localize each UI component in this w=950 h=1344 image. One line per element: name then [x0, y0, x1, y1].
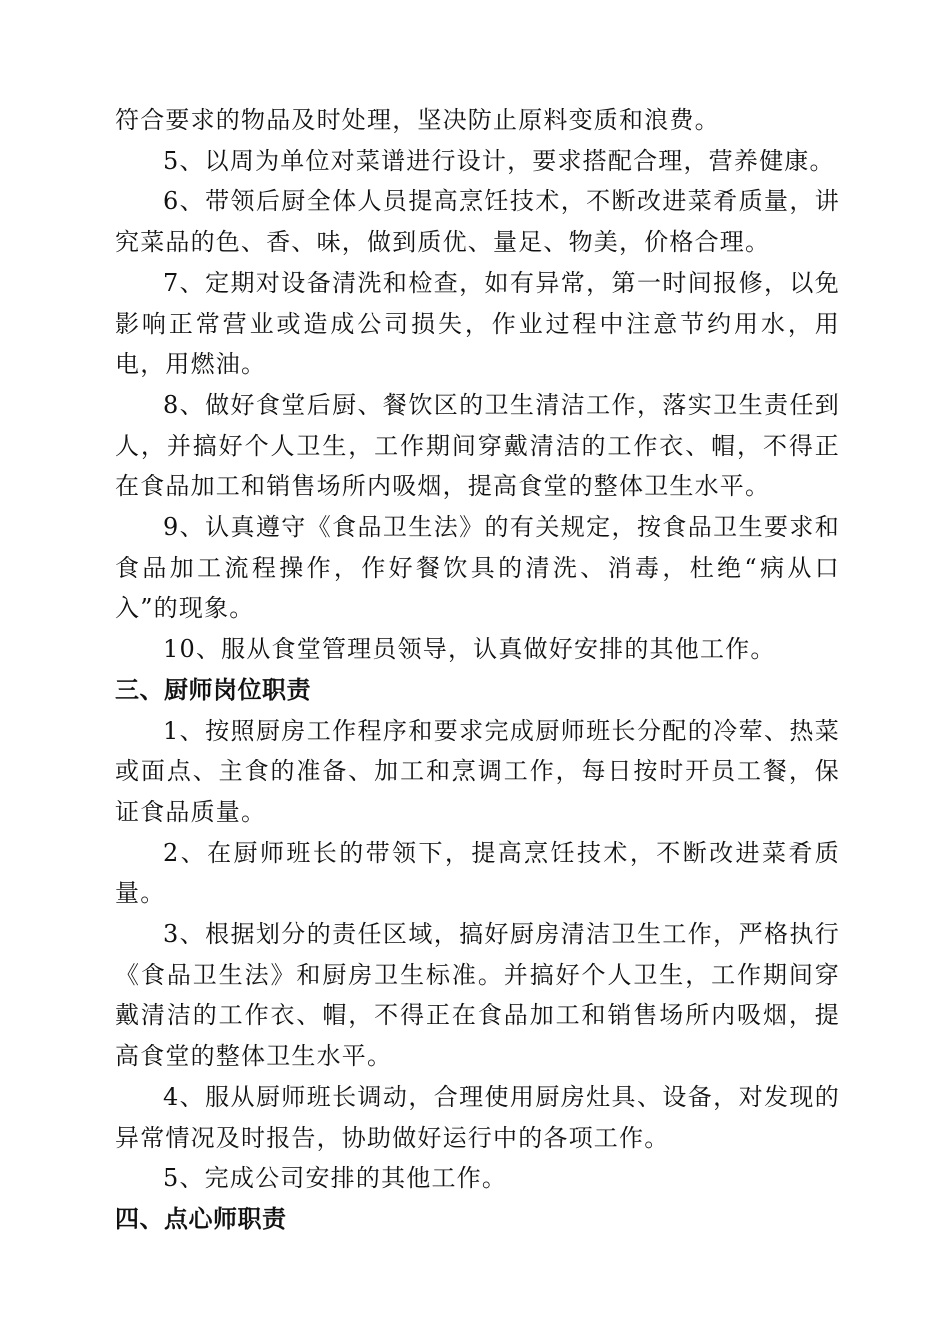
- paragraph-item-8-hygiene: 8、做好食堂后厨、餐饮区的卫生清洁工作，落实卫生责任到人，并搞好个人卫生，工作期间穿戴清洁的工作衣、帽，不得正在食品加工和销售场所内吸烟，提高食堂的整体卫生水平。: [115, 390, 840, 501]
- paragraph-chef-item-5: 5、完成公司安排的其他工作。: [163, 1164, 508, 1193]
- paragraph-item-5-menu-design: 5、以周为单位对菜谱进行设计，要求搭配合理，营养健康。: [163, 146, 835, 175]
- paragraph-item-7-equipment: 7、定期对设备清洗和检查，如有异常，第一时间报修，以免影响正常营业或造成公司损失，作业过程中注意节约用水，用电，用燃油。: [115, 268, 840, 379]
- paragraph-item-9-food-law: 9、认真遵守《食品卫生法》的有关规定，按食品卫生要求和食品加工流程操作，作好餐饮具的清洗、消毒，杜绝“病从口入”的现象。: [115, 513, 840, 623]
- paragraph-chef-item-1: 1、按照厨房工作程序和要求完成厨师班长分配的冷荤、热菜或面点、主食的准备、加工和烹调工作，每日按时开员工餐，保证食品质量。: [115, 716, 840, 826]
- document-body: [115, 100, 840, 1240]
- paragraph-chef-item-2: 2、在厨师班长的带领下，提高烹饪技术，不断改进菜肴质量。: [115, 838, 840, 908]
- paragraph-item-10-obey: 10、服从食堂管理员领导，认真做好安排的其他工作。: [163, 635, 776, 664]
- paragraph-item-6-cooking-quality: 6、带领后厨全体人员提高烹饪技术，不断改进菜肴质量，讲究菜品的色、香、味，做到质优、量足、物美，价格合理。: [115, 187, 840, 257]
- paragraph-continuation: 符合要求的物品及时处理，坚决防止原料变质和浪费。: [115, 106, 720, 134]
- section-heading-chef-duties: 三、厨师岗位职责: [115, 675, 311, 704]
- paragraph-chef-item-4: 4、服从厨师班长调动，合理使用厨房灶具、设备，对发现的异常情况及时报告，协助做好运行中的各项工作。: [115, 1082, 840, 1152]
- paragraph-chef-item-3: 3、根据划分的责任区域，搞好厨房清洁卫生工作，严格执行《食品卫生法》和厨房卫生标准。并搞好个人卫生，工作期间穿戴清洁的工作衣、帽，不得正在食品加工和销售场所内吸烟，提高食堂的整体卫生水平。: [115, 920, 840, 1071]
- section-heading-pastry-chef-duties: 四、点心师职责: [115, 1204, 287, 1233]
